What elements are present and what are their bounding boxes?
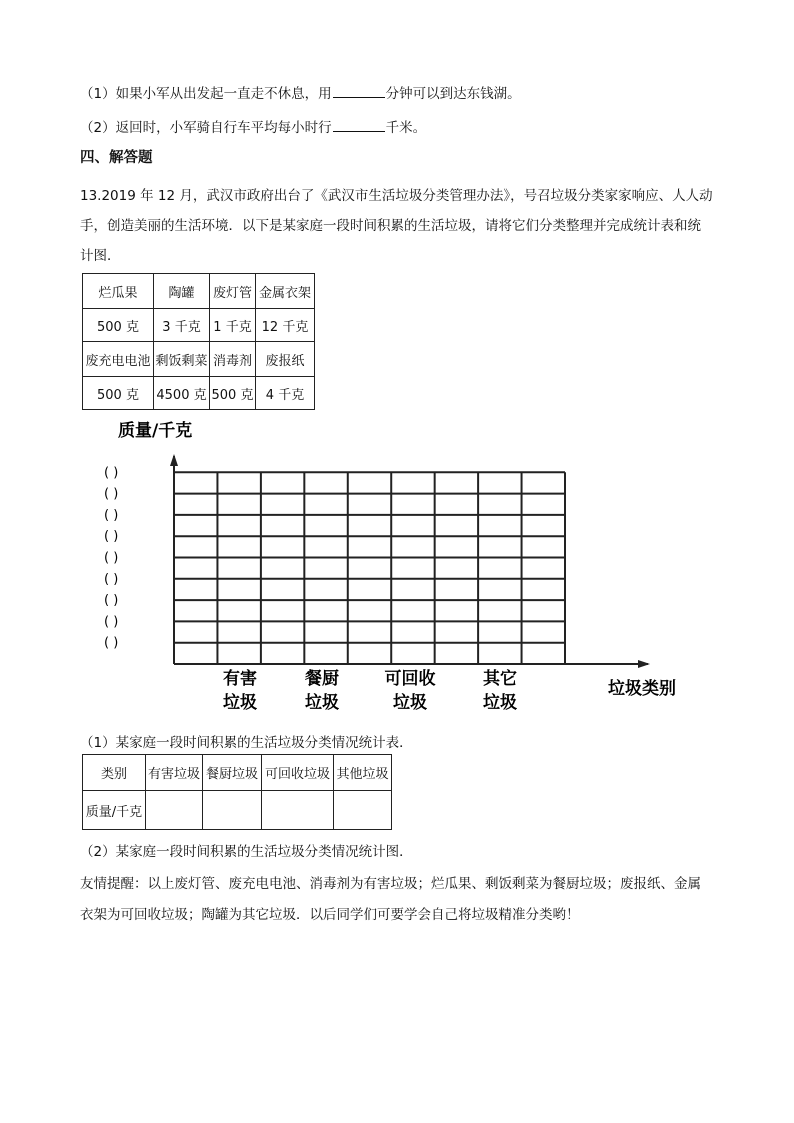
stats-header: 其他垃圾 (334, 755, 392, 791)
x-category-label: 其它 (483, 669, 517, 689)
question-2-prefix: （2）返回时，小军骑自行车平均每小时行 (80, 120, 332, 136)
section-title: 四、解答题 (80, 150, 153, 166)
problem-line-3: 计图． (80, 248, 121, 264)
stats-cell[interactable] (146, 791, 203, 830)
reminder-line-2: 衣架为可回收垃圾；陶罐为其它垃圾．以后同学们可要学会自己将垃圾精准分类哟！ (80, 907, 580, 923)
item-name: 剩饭剩菜 (154, 342, 210, 377)
y-axis-label: 质量/千克 (118, 421, 193, 441)
stats-header: 可回收垃圾 (262, 755, 334, 791)
x-category-label: 垃圾 (223, 693, 257, 713)
items-table (82, 273, 315, 410)
y-tick-label: ( ) (104, 593, 119, 609)
item-weight: 3 千克 (154, 309, 210, 342)
item-name: 废报纸 (256, 342, 315, 377)
item-name: 烂瓜果 (83, 274, 154, 309)
y-tick-label: ( ) (104, 465, 119, 481)
sub-question-2: （2）某家庭一段时间积累的生活垃圾分类情况统计图． (80, 844, 413, 860)
item-weight: 500 克 (210, 377, 256, 410)
item-weight: 4 千克 (256, 377, 315, 410)
item-weight: 500 克 (83, 377, 154, 410)
bar-chart (90, 412, 710, 722)
question-1 (80, 82, 521, 102)
question-2-blank[interactable] (333, 118, 385, 132)
item-weight: 4500 克 (154, 377, 210, 410)
x-axis-arrow (638, 660, 650, 668)
y-tick-label: ( ) (104, 635, 119, 651)
item-name: 消毒剂 (210, 342, 256, 377)
item-weight: 1 千克 (210, 309, 256, 342)
item-name: 废充电电池 (83, 342, 154, 377)
item-name: 陶罐 (154, 274, 210, 309)
stats-cell[interactable] (334, 791, 392, 830)
item-name: 废灯管 (210, 274, 256, 309)
question-1-suffix: 分钟可以到达东钱湖。 (385, 86, 521, 102)
problem-line-2: 手，创造美丽的生活环境．以下是某家庭一段时间积累的生活垃圾，请将它们分类整理并完成统计表和统 (80, 218, 701, 234)
stats-cell[interactable] (203, 791, 262, 830)
sub-question-1: （1）某家庭一段时间积累的生活垃圾分类情况统计表． (80, 735, 413, 751)
x-category-label: 餐厨 (305, 669, 339, 689)
stats-row-label: 质量/千克 (83, 791, 146, 830)
y-tick-label: ( ) (104, 507, 119, 523)
x-axis-label: 垃圾类别 (608, 679, 676, 699)
question-1-blank[interactable] (333, 84, 385, 98)
x-category-label: 垃圾 (393, 693, 427, 713)
x-category-label: 垃圾 (305, 693, 339, 713)
question-2 (80, 116, 426, 136)
x-category-label: 垃圾 (483, 693, 517, 713)
x-category-label: 可回收 (384, 669, 436, 689)
y-axis-arrow (170, 454, 178, 466)
stats-cell[interactable] (262, 791, 334, 830)
y-tick-label: ( ) (104, 614, 119, 630)
question-2-suffix: 千米。 (385, 120, 427, 136)
y-tick-label: ( ) (104, 571, 119, 587)
stats-header: 有害垃圾 (146, 755, 203, 791)
x-category-label: 有害 (223, 669, 257, 689)
y-tick-label: ( ) (104, 550, 119, 566)
stats-header: 餐厨垃圾 (203, 755, 262, 791)
stats-header: 类别 (83, 755, 146, 791)
bar-chart-svg (90, 412, 710, 722)
question-1-prefix: （1）如果小军从出发起一直走不休息，用 (80, 86, 332, 102)
stats-table (82, 754, 392, 830)
item-name: 金属衣架 (256, 274, 315, 309)
item-weight: 12 千克 (256, 309, 315, 342)
problem-line-1: 13.2019 年 12 月，武汉市政府出台了《武汉市生活垃圾分类管理办法》，号召垃圾分类家家响应、人人动 (80, 188, 713, 204)
reminder-line-1: 友情提醒：以上废灯管、废充电电池、消毒剂为有害垃圾；烂瓜果、剩饭剩菜为餐厨垃圾；废报纸、金属 (80, 876, 701, 892)
item-weight: 500 克 (83, 309, 154, 342)
y-tick-label: ( ) (104, 486, 119, 502)
y-tick-label: ( ) (104, 529, 119, 545)
